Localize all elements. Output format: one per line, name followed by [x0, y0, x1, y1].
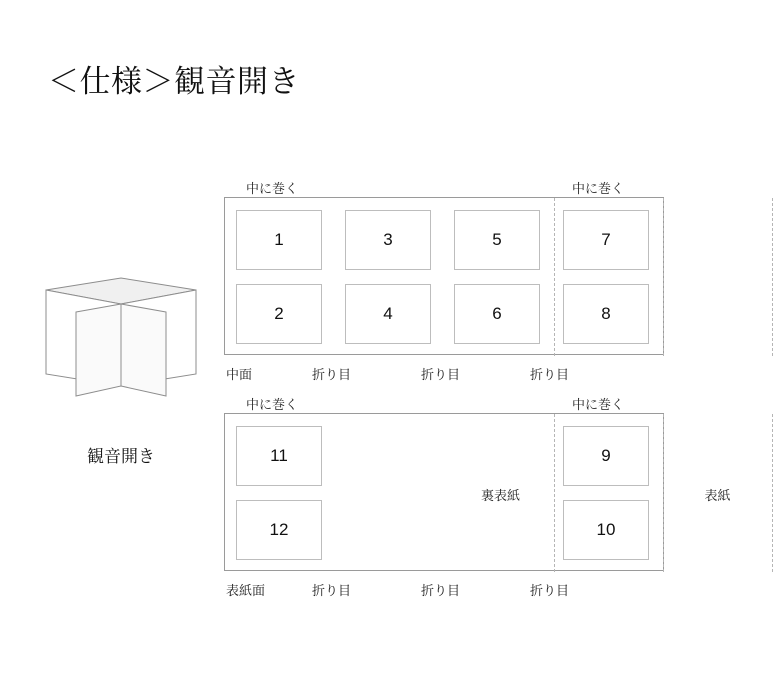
front-cover-label: 表紙 — [704, 488, 731, 503]
page-cell: 2 — [236, 284, 322, 344]
page-cell: 1 — [236, 210, 322, 270]
bottom-diagram-fold-label-2: 折り目 — [421, 583, 461, 598]
page-cell: 12 — [236, 500, 322, 560]
bottom-diagram-note-left: 中に巻く — [246, 397, 299, 412]
top-diagram-fold-label-3: 折り目 — [530, 367, 570, 382]
page-cell: 8 — [563, 284, 649, 344]
page-cell: 3 — [345, 210, 431, 270]
bottom-diagram-label-cover-side: 表紙面 — [226, 583, 266, 598]
page-cell: 5 — [454, 210, 540, 270]
page-cell: 7 — [563, 210, 649, 270]
top-diagram-note-right: 中に巻く — [572, 181, 625, 196]
illustration-caption: 観音開き — [87, 447, 155, 466]
bottom-diagram-fold-label-1: 折り目 — [312, 583, 352, 598]
top-diagram-note-left: 中に巻く — [246, 181, 299, 196]
bottom-diagram-panel — [224, 413, 731, 571]
page-cell: 9 — [563, 426, 649, 486]
top-diagram-fold-label-2: 折り目 — [421, 367, 461, 382]
top-diagram-label-inside: 中面 — [226, 367, 253, 382]
back-cover-label: 裏表紙 — [480, 488, 520, 503]
top-diagram-fold-label-1: 折り目 — [312, 367, 352, 382]
page-cell: 10 — [563, 500, 649, 560]
kannon-biraki-3d-illustration — [36, 270, 206, 400]
page-title: ＜仕様＞観音開き — [48, 64, 300, 99]
page-cell: 11 — [236, 426, 322, 486]
fold-line-1 — [554, 198, 555, 356]
top-diagram-panel — [224, 197, 664, 355]
page-cell: 6 — [454, 284, 540, 344]
bottom-diagram-note-right: 中に巻く — [572, 397, 625, 412]
bottom-diagram-fold-label-3: 折り目 — [530, 583, 570, 598]
page-cell: 4 — [345, 284, 431, 344]
fold-line-2 — [663, 198, 664, 356]
